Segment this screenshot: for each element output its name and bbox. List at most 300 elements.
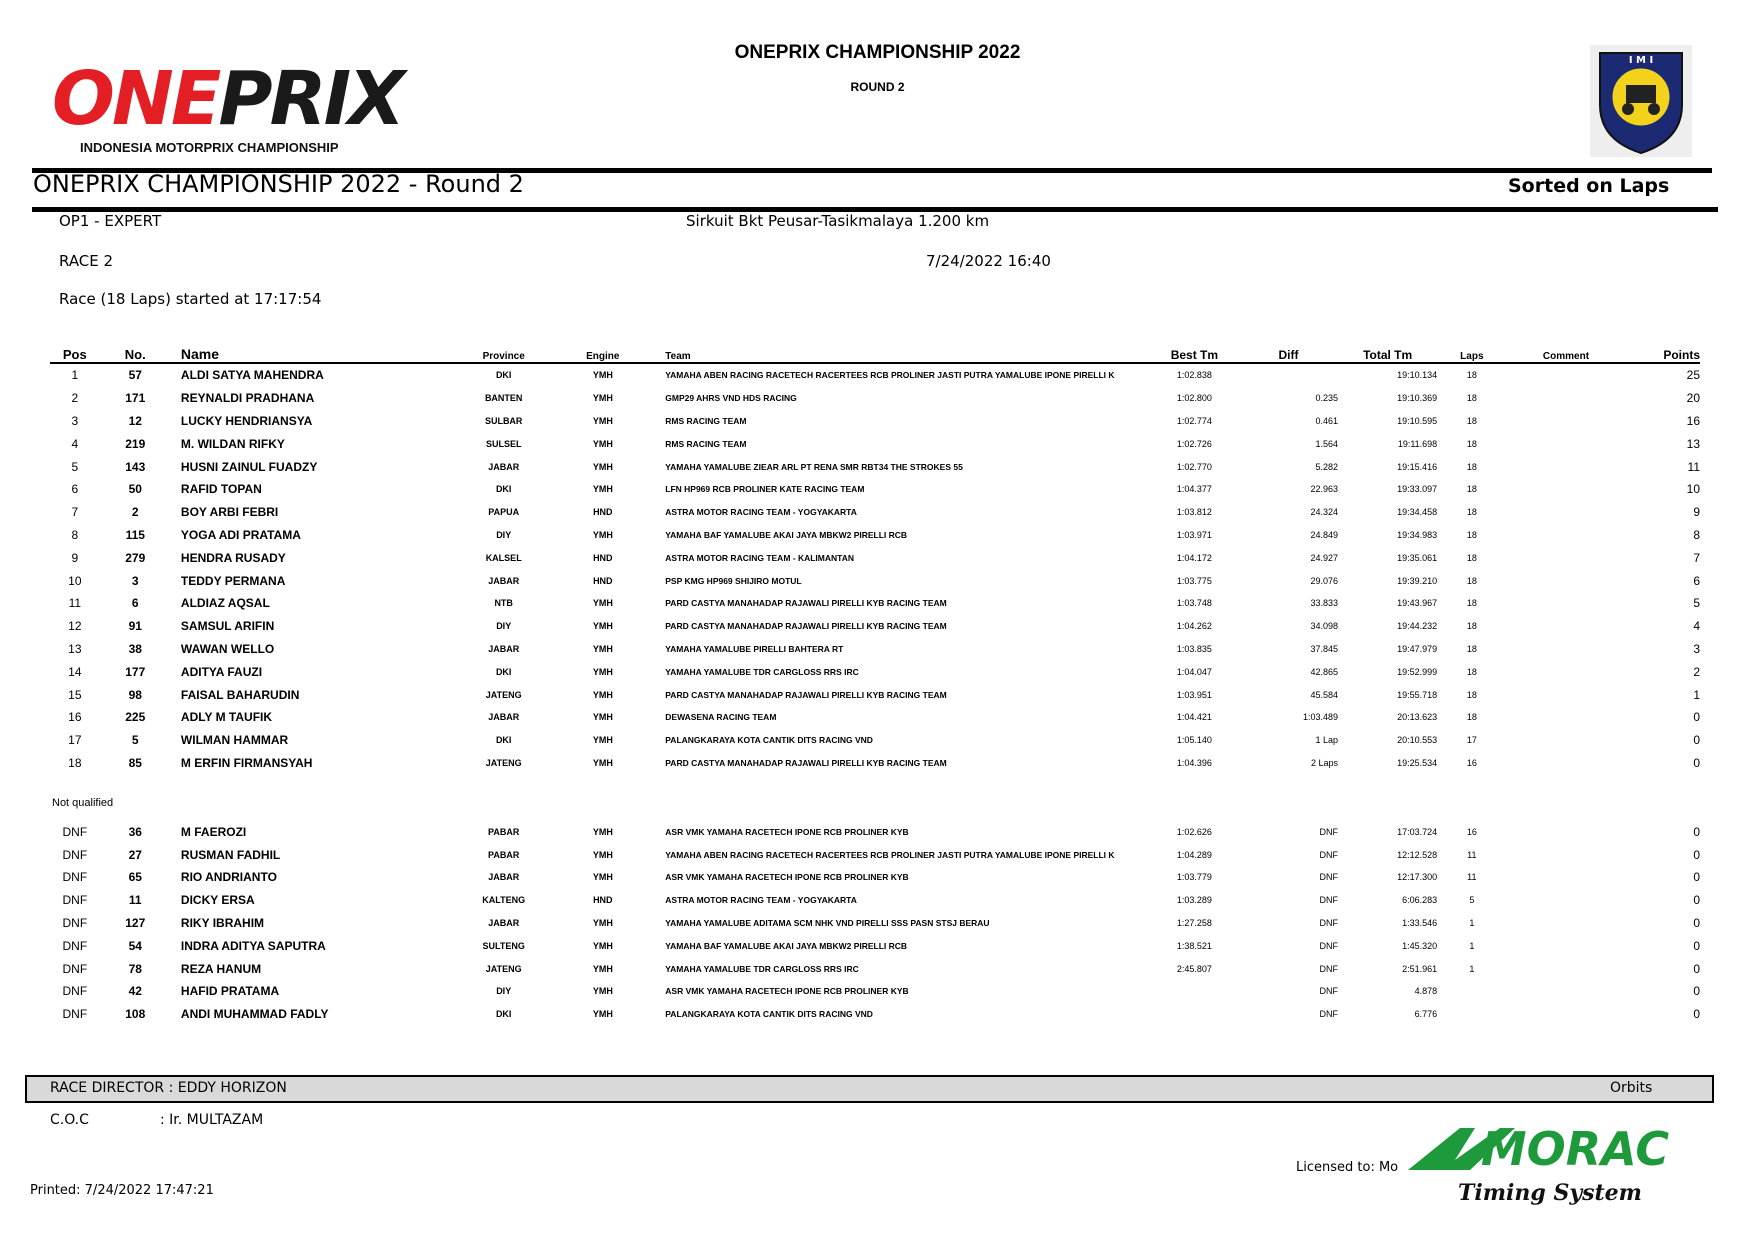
cell-total: 19:10.369 — [1397, 393, 1438, 404]
cell-pos: 5 — [71, 459, 79, 474]
cell-no: 38 — [128, 641, 142, 656]
cell-province: PABAR — [488, 826, 520, 837]
table-row — [50, 706, 1700, 729]
cell-comment — [1507, 524, 1626, 547]
cell-pos: 18 — [68, 755, 82, 770]
cell-total: 19:44.232 — [1397, 621, 1438, 632]
table-row — [50, 638, 1700, 661]
cell-best: 1:04.289 — [1176, 849, 1212, 860]
cell-laps: 1 — [1469, 940, 1475, 951]
morac-logo-icon — [1400, 1120, 1700, 1210]
cell-team: PARD CASTYA MANAHADAP RAJAWALI PIRELLI KYB RACING TEAM — [665, 621, 947, 632]
cell-comment — [1507, 569, 1626, 592]
cell-pos: DNF — [62, 870, 88, 885]
cell-no: 12 — [128, 413, 142, 428]
circuit: Sirkuit Bkt Peusar-Tasikmalaya 1.200 km — [686, 212, 990, 230]
col-no: No. — [124, 347, 146, 362]
cell-best: 1:02.726 — [1176, 438, 1212, 449]
cell-name: YOGA ADI PRATAMA — [180, 527, 301, 542]
cell-points: 5 — [1693, 596, 1700, 611]
cell-engine: YMH — [592, 986, 613, 997]
table-row — [50, 387, 1700, 410]
cell-province: JABAR — [488, 643, 520, 654]
cell-no: 78 — [128, 961, 142, 976]
coc-value: : Ir. MULTAZAM — [160, 1112, 264, 1128]
cell-name: RUSMAN FADHIL — [180, 847, 281, 862]
cell-diff: 0.461 — [1315, 415, 1339, 426]
cell-team: PSP KMG HP969 SHIJIRO MOTUL — [665, 575, 802, 586]
cell-total: 20:13.623 — [1397, 712, 1438, 723]
cell-laps: 18 — [1466, 552, 1477, 563]
cell-diff: 34.098 — [1310, 621, 1339, 632]
cell-best: 1:38.521 — [1176, 940, 1212, 951]
cell-total: 19:10.134 — [1397, 370, 1438, 381]
cell-laps: 16 — [1466, 757, 1477, 768]
cell-engine: YMH — [592, 666, 613, 677]
cell-total: 19:25.534 — [1397, 757, 1438, 768]
cell-pos: 10 — [68, 573, 82, 588]
cell-engine: YMH — [592, 598, 613, 609]
cell-total: 12:17.300 — [1397, 872, 1438, 883]
cell-pos: 8 — [71, 527, 79, 542]
cell-points: 4 — [1693, 619, 1700, 634]
cell-comment — [1507, 501, 1626, 524]
cell-pos: DNF — [62, 984, 88, 999]
cell-laps — [1437, 980, 1506, 1003]
cell-best — [1150, 980, 1239, 1003]
cell-no: 5 — [131, 733, 139, 748]
col-team: Team — [665, 351, 691, 362]
cell-province: JABAR — [488, 575, 520, 586]
cell-total: 1:45.320 — [1402, 940, 1438, 951]
cell-laps: 1 — [1469, 963, 1475, 974]
cell-diff: 22.963 — [1310, 484, 1339, 495]
cell-laps: 18 — [1466, 689, 1477, 700]
cell-best: 1:04.377 — [1176, 484, 1212, 495]
cell-laps: 18 — [1466, 415, 1477, 426]
cell-province: SULTENG — [482, 940, 525, 951]
cell-points: 8 — [1693, 527, 1700, 542]
cell-province: KALSEL — [485, 552, 522, 563]
table-row — [50, 683, 1700, 706]
cell-name: RIKY IBRAHIM — [180, 915, 265, 930]
cell-diff — [1239, 363, 1338, 387]
cell-engine: YMH — [592, 757, 613, 768]
col-engine: Engine — [586, 351, 620, 362]
cell-laps: 16 — [1466, 826, 1477, 837]
oneprix-logo — [52, 56, 403, 155]
table-row — [50, 363, 1700, 387]
cell-team: YAMAHA YAMALUBE ZIEAR ARL PT RENA SMR RBT34 THE STROKES 55 — [665, 461, 963, 472]
col-best: Best Tm — [1170, 348, 1219, 362]
cell-comment — [1507, 980, 1626, 1003]
results-body — [50, 363, 1700, 774]
table-row — [50, 843, 1700, 866]
cell-engine: YMH — [592, 826, 613, 837]
cell-comment — [1507, 592, 1626, 615]
cell-comment — [1507, 638, 1626, 661]
cell-team: PARD CASTYA MANAHADAP RAJAWALI PIRELLI KYB RACING TEAM — [665, 598, 947, 609]
cell-points: 2 — [1693, 664, 1700, 679]
cell-name: REZA HANUM — [180, 961, 262, 976]
cell-engine: YMH — [592, 415, 613, 426]
col-diff: Diff — [1278, 348, 1299, 362]
cell-engine: YMH — [592, 917, 613, 928]
cell-pos: 3 — [71, 413, 79, 428]
cell-pos: 16 — [68, 710, 82, 725]
cell-diff: 45.584 — [1310, 689, 1339, 700]
cell-engine: YMH — [592, 963, 613, 974]
col-pos: Pos — [62, 347, 87, 362]
cell-name: TEDDY PERMANA — [180, 573, 286, 588]
cell-team: ASR VMK YAMAHA RACETECH IPONE RCB PROLINER KYB — [665, 872, 909, 883]
cell-best: 2:45.807 — [1176, 963, 1212, 974]
cell-province: JABAR — [488, 461, 520, 472]
cell-team: PARD CASTYA MANAHADAP RAJAWALI PIRELLI KYB RACING TEAM — [665, 689, 947, 700]
not-qualified-spacer — [50, 774, 1700, 820]
cell-points: 0 — [1693, 915, 1700, 930]
cell-pos: DNF — [62, 961, 88, 976]
cell-province: JATENG — [485, 689, 522, 700]
not-qualified-body — [50, 820, 1700, 1025]
cell-laps: 11 — [1467, 849, 1477, 860]
cell-pos: 14 — [68, 664, 82, 679]
cell-comment — [1507, 615, 1626, 638]
cell-pos: 13 — [68, 641, 82, 656]
cell-best: 1:02.838 — [1176, 370, 1212, 381]
col-name: Name — [180, 346, 220, 362]
cell-no: 279 — [125, 550, 146, 565]
cell-engine: YMH — [592, 940, 613, 951]
cell-total: 19:34.983 — [1397, 529, 1438, 540]
table-row — [50, 729, 1700, 752]
table-row — [50, 524, 1700, 547]
cell-points: 16 — [1686, 413, 1700, 428]
cell-total: 6:06.283 — [1402, 895, 1438, 906]
cell-name: RAFID TOPAN — [180, 482, 262, 497]
cell-points: 0 — [1693, 870, 1700, 885]
cell-points: 0 — [1693, 755, 1700, 770]
cell-total: 19:55.718 — [1397, 689, 1438, 700]
race-director: RACE DIRECTOR : EDDY HORIZON — [50, 1080, 287, 1096]
cell-team: YAMAHA ABEN RACING RACETECH RACERTEES RCB PROLINER JASTI PUTRA YAMALUBE IPONE PIRELLI K — [665, 370, 1115, 381]
cell-name: ANDI MUHAMMAD FADLY — [180, 1007, 329, 1022]
cell-laps: 17 — [1466, 735, 1477, 746]
cell-total: 20:10.553 — [1397, 735, 1438, 746]
cell-diff: DNF — [1319, 895, 1339, 906]
cell-total: 19:52.999 — [1397, 666, 1438, 677]
cell-comment — [1507, 820, 1626, 843]
morac-wordmark: MORAC — [1480, 1122, 1670, 1176]
cell-total: 12:12.528 — [1397, 849, 1438, 860]
table-row — [50, 478, 1700, 501]
cell-team: PARD CASTYA MANAHADAP RAJAWALI PIRELLI KYB RACING TEAM — [665, 757, 947, 768]
cell-comment — [1507, 934, 1626, 957]
cell-engine: YMH — [592, 712, 613, 723]
cell-best — [1150, 1003, 1239, 1026]
cell-team: YAMAHA YAMALUBE TDR CARGLOSS RRS IRC — [665, 666, 859, 677]
cell-pos: 2 — [71, 391, 79, 406]
cell-points: 7 — [1693, 550, 1700, 565]
cell-pos: DNF — [62, 824, 88, 839]
cell-team: YAMAHA BAF YAMALUBE AKAI JAYA MBKW2 PIRELLI RCB — [665, 940, 908, 951]
table-row — [50, 957, 1700, 980]
cell-team: LFN HP969 RCB PROLINER KATE RACING TEAM — [665, 484, 865, 495]
cell-team: ASTRA MOTOR RACING TEAM - KALIMANTAN — [665, 552, 854, 563]
cell-comment — [1507, 432, 1626, 455]
cell-name: ALDI SATYA MAHENDRA — [180, 368, 324, 383]
cell-points: 25 — [1686, 368, 1700, 383]
race-director-bar — [25, 1075, 1714, 1103]
cell-engine: YMH — [592, 370, 613, 381]
cell-points: 0 — [1693, 733, 1700, 748]
cell-comment — [1507, 478, 1626, 501]
cell-diff: DNF — [1319, 872, 1339, 883]
cell-laps: 11 — [1467, 872, 1477, 883]
cell-team: RMS RACING TEAM — [665, 438, 747, 449]
cell-no: 42 — [128, 984, 142, 999]
cell-engine: YMH — [592, 1009, 613, 1020]
cell-province: JABAR — [488, 712, 520, 723]
cell-no: 143 — [125, 459, 146, 474]
cell-name: WAWAN WELLO — [180, 641, 275, 656]
table-row — [50, 980, 1700, 1003]
cell-team: PALANGKARAYA KOTA CANTIK DITS RACING VND — [665, 735, 873, 746]
table-row — [50, 820, 1700, 843]
cell-name: REYNALDI PRADHANA — [180, 391, 315, 406]
cell-best: 1:02.770 — [1176, 461, 1212, 472]
cell-team: ASR VMK YAMAHA RACETECH IPONE RCB PROLINER KYB — [665, 826, 909, 837]
race-number: RACE 2 — [59, 252, 114, 270]
cell-diff: 24.849 — [1310, 529, 1339, 540]
cell-comment — [1507, 363, 1626, 387]
col-comment: Comment — [1542, 351, 1590, 362]
cell-diff: 24.324 — [1310, 507, 1339, 518]
cell-best: 1:04.262 — [1176, 621, 1212, 632]
cell-total: 19:43.967 — [1397, 598, 1438, 609]
results-table — [50, 340, 1700, 1026]
cell-engine: HND — [593, 575, 613, 586]
cell-pos: DNF — [62, 1007, 88, 1022]
cell-engine: YMH — [592, 393, 613, 404]
cell-diff: DNF — [1319, 1009, 1339, 1020]
cell-laps: 18 — [1466, 438, 1477, 449]
cell-points: 0 — [1693, 847, 1700, 862]
cell-pos: 9 — [71, 550, 79, 565]
cell-points: 20 — [1686, 391, 1700, 406]
table-row — [50, 569, 1700, 592]
cell-no: 65 — [128, 870, 142, 885]
cell-name: HUSNI ZAINUL FUADZY — [180, 459, 318, 474]
cell-name: M FAEROZI — [180, 824, 247, 839]
cell-best: 1:03.951 — [1176, 689, 1212, 700]
cell-no: 6 — [131, 596, 139, 611]
svg-text:I M I: I M I — [1628, 55, 1654, 66]
cell-best: 1:04.421 — [1176, 712, 1212, 723]
cell-diff: 2 Laps — [1311, 757, 1339, 768]
cell-diff: DNF — [1319, 940, 1339, 951]
cell-no: 3 — [131, 573, 139, 588]
cell-best: 1:03.748 — [1176, 598, 1212, 609]
cell-total: 19:47.979 — [1397, 643, 1438, 654]
cell-laps: 18 — [1466, 461, 1477, 472]
cell-laps: 18 — [1466, 666, 1477, 677]
cell-best: 1:03.289 — [1176, 895, 1212, 906]
cell-team: ASR VMK YAMAHA RACETECH IPONE RCB PROLINER KYB — [665, 986, 909, 997]
cell-diff: 42.865 — [1310, 666, 1339, 677]
cell-no: 219 — [125, 436, 146, 451]
cell-diff: 5.282 — [1315, 461, 1339, 472]
cell-diff: DNF — [1319, 849, 1339, 860]
cell-comment — [1507, 387, 1626, 410]
cell-comment — [1507, 957, 1626, 980]
cell-diff: DNF — [1319, 986, 1339, 997]
cell-diff: 37.845 — [1310, 643, 1339, 654]
table-row — [50, 432, 1700, 455]
cell-province: DKI — [495, 484, 512, 495]
cell-diff: 0.235 — [1315, 393, 1339, 404]
table-row — [50, 889, 1700, 912]
page-title: ONEPRIX CHAMPIONSHIP 2022 — [734, 42, 1021, 63]
cell-name: WILMAN HAMMAR — [180, 733, 289, 748]
cell-comment — [1507, 889, 1626, 912]
cell-points: 6 — [1693, 573, 1700, 588]
cell-pos: 15 — [68, 687, 82, 702]
cell-province: DIY — [496, 621, 512, 632]
cell-best: 1:03.779 — [1176, 872, 1212, 883]
cell-team: YAMAHA YAMALUBE PIRELLI BAHTERA RT — [665, 643, 844, 654]
round-label: ROUND 2 — [850, 80, 905, 94]
cell-points: 0 — [1693, 1007, 1700, 1022]
cell-name: BOY ARBI FEBRI — [180, 505, 279, 520]
cell-comment — [1507, 1003, 1626, 1026]
cell-engine: YMH — [592, 461, 613, 472]
table-row — [50, 615, 1700, 638]
cell-total: 17:03.724 — [1397, 826, 1438, 837]
race-class: OP1 - EXPERT — [59, 212, 162, 230]
cell-engine: YMH — [592, 689, 613, 700]
col-points: Points — [1663, 348, 1700, 362]
cell-no: 108 — [125, 1007, 146, 1022]
printed-timestamp: Printed: 7/24/2022 17:47:21 — [30, 1183, 214, 1198]
cell-diff: 33.833 — [1310, 598, 1339, 609]
cell-total: 19:10.595 — [1397, 415, 1438, 426]
cell-comment — [1507, 706, 1626, 729]
cell-team: GMP29 AHRS VND HDS RACING — [665, 393, 797, 404]
cell-comment — [1507, 455, 1626, 478]
cell-name: DICKY ERSA — [180, 893, 255, 908]
cell-engine: YMH — [592, 849, 613, 860]
table-row — [50, 752, 1700, 775]
cell-comment — [1507, 683, 1626, 706]
cell-province: JATENG — [485, 963, 522, 974]
cell-no: 50 — [128, 482, 142, 497]
orbits-label: Orbits — [1610, 1080, 1653, 1096]
cell-total: 1:33.546 — [1402, 917, 1438, 928]
cell-engine: YMH — [592, 484, 613, 495]
cell-no: 115 — [125, 527, 145, 542]
cell-province: JABAR — [488, 917, 520, 928]
cell-pos: 4 — [71, 436, 79, 451]
cell-name: ADITYA FAUZI — [180, 664, 263, 679]
logo-prix: PRIX — [218, 56, 403, 142]
cell-pos: 11 — [68, 596, 82, 611]
cell-points: 0 — [1693, 893, 1700, 908]
cell-comment — [1507, 410, 1626, 433]
cell-no: 2 — [131, 505, 139, 520]
cell-points: 0 — [1693, 710, 1700, 725]
cell-total: 19:11.698 — [1397, 438, 1438, 449]
cell-province: DIY — [496, 529, 512, 540]
cell-province: KALTENG — [482, 895, 526, 906]
cell-total: 2:51.961 — [1402, 963, 1438, 974]
cell-name: HAFID PRATAMA — [180, 984, 280, 999]
cell-name: ALDIAZ AQSAL — [180, 596, 270, 611]
cell-best: 1:04.047 — [1176, 666, 1212, 677]
cell-province: BANTEN — [484, 393, 523, 404]
cell-province: PAPUA — [488, 507, 520, 518]
table-row — [50, 912, 1700, 935]
cell-comment — [1507, 843, 1626, 866]
cell-no: 127 — [125, 915, 146, 930]
cell-points: 1 — [1693, 687, 1700, 702]
cell-province: DIY — [496, 986, 512, 997]
cell-points: 10 — [1686, 482, 1700, 497]
cell-laps: 18 — [1466, 529, 1477, 540]
race-start: Race (18 Laps) started at 17:17:54 — [59, 290, 322, 308]
cell-pos: 6 — [71, 482, 79, 497]
cell-best: 1:04.172 — [1176, 552, 1212, 563]
cell-team: YAMAHA BAF YAMALUBE AKAI JAYA MBKW2 PIRELLI RCB — [665, 529, 908, 540]
cell-points: 13 — [1686, 436, 1700, 451]
cell-best: 1:04.396 — [1176, 757, 1212, 768]
cell-diff: DNF — [1319, 917, 1339, 928]
morac-tagline: Timing System — [1458, 1180, 1642, 1206]
cell-name: FAISAL BAHARUDIN — [180, 687, 300, 702]
cell-laps: 18 — [1466, 643, 1477, 654]
cell-total: 19:15.416 — [1397, 461, 1438, 472]
cell-no: 11 — [128, 893, 142, 908]
report-subtitle: ONEPRIX CHAMPIONSHIP 2022 - Round 2 — [33, 170, 524, 198]
cell-best: 1:02.774 — [1176, 415, 1212, 426]
table-header — [50, 340, 1700, 363]
cell-no: 225 — [125, 710, 146, 725]
cell-team: RMS RACING TEAM — [665, 415, 747, 426]
cell-pos: 12 — [68, 619, 82, 634]
cell-pos: 7 — [71, 505, 79, 520]
cell-team: ASTRA MOTOR RACING TEAM - YOGYAKARTA — [665, 895, 857, 906]
cell-diff: 1 Lap — [1315, 735, 1339, 746]
cell-pos: DNF — [62, 915, 88, 930]
cell-engine: HND — [593, 552, 613, 563]
cell-engine: HND — [593, 895, 613, 906]
col-total: Total Tm — [1363, 348, 1413, 362]
cell-laps: 18 — [1466, 370, 1477, 381]
sort-indicator: Sorted on Laps — [1508, 175, 1670, 197]
cell-points: 3 — [1693, 641, 1700, 656]
cell-total: 19:39.210 — [1397, 575, 1438, 586]
cell-total: 19:33.097 — [1397, 484, 1438, 495]
table-row — [50, 410, 1700, 433]
cell-laps — [1437, 1003, 1506, 1026]
cell-province: JATENG — [485, 757, 522, 768]
cell-province: SULBAR — [484, 415, 523, 426]
cell-pos: DNF — [62, 893, 88, 908]
cell-no: 98 — [128, 687, 142, 702]
cell-points: 0 — [1693, 984, 1700, 999]
cell-pos: DNF — [62, 938, 88, 953]
cell-laps: 1 — [1469, 917, 1475, 928]
